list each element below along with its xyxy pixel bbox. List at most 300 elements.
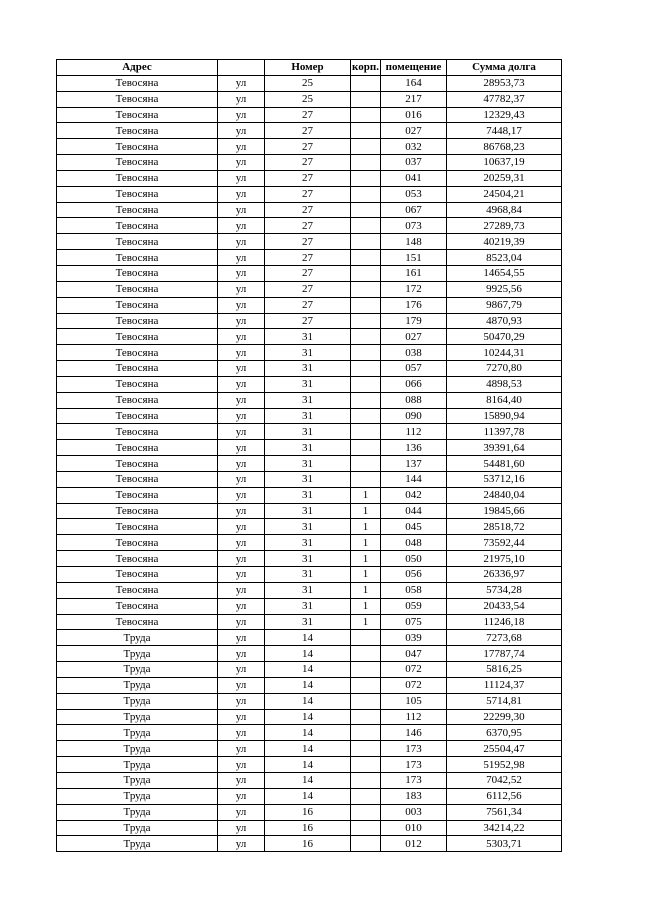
cell-street: Труда [57,693,218,709]
cell-room: 057 [381,361,447,377]
cell-street: Труда [57,820,218,836]
cell-room: 088 [381,392,447,408]
cell-debt-amount: 4898,53 [447,376,562,392]
cell-street-type: ул [218,440,265,456]
cell-building [351,361,381,377]
cell-debt-amount: 19845,66 [447,503,562,519]
table-row [57,297,562,313]
cell-building [351,155,381,171]
table-header-row [57,60,562,76]
cell-house-number: 31 [265,582,351,598]
table-row [57,329,562,345]
table-row [57,75,562,91]
cell-street: Тевосяна [57,329,218,345]
cell-street-type: ул [218,170,265,186]
cell-room: 164 [381,75,447,91]
cell-house-number: 14 [265,788,351,804]
cell-debt-amount: 22299,30 [447,709,562,725]
table-row [57,170,562,186]
cell-street-type: ул [218,75,265,91]
cell-room: 173 [381,772,447,788]
cell-street: Тевосяна [57,265,218,281]
cell-house-number: 14 [265,677,351,693]
table-row [57,456,562,472]
table-row [57,757,562,773]
cell-room: 137 [381,456,447,472]
cell-house-number: 14 [265,662,351,678]
table-row [57,630,562,646]
cell-room: 016 [381,107,447,123]
cell-street: Тевосяна [57,155,218,171]
cell-street-type: ул [218,662,265,678]
table-row [57,91,562,107]
cell-building [351,440,381,456]
cell-building [351,836,381,852]
cell-building [351,804,381,820]
cell-building: 1 [351,598,381,614]
cell-house-number: 31 [265,503,351,519]
cell-building [351,75,381,91]
cell-street-type: ул [218,234,265,250]
cell-debt-amount: 6370,95 [447,725,562,741]
cell-street: Труда [57,836,218,852]
cell-building: 1 [351,487,381,503]
cell-house-number: 27 [265,250,351,266]
cell-building [351,281,381,297]
table-row [57,424,562,440]
cell-debt-amount: 7448,17 [447,123,562,139]
table-row [57,535,562,551]
cell-street: Тевосяна [57,487,218,503]
cell-room: 090 [381,408,447,424]
cell-room: 072 [381,662,447,678]
cell-street: Тевосяна [57,123,218,139]
cell-house-number: 31 [265,440,351,456]
cell-debt-amount: 50470,29 [447,329,562,345]
cell-street-type: ул [218,424,265,440]
cell-room: 067 [381,202,447,218]
cell-debt-amount: 7042,52 [447,772,562,788]
cell-room: 047 [381,646,447,662]
cell-room: 041 [381,170,447,186]
table-row [57,614,562,630]
table-row [57,139,562,155]
cell-house-number: 31 [265,345,351,361]
header-address: Адрес [57,60,218,76]
cell-building: 1 [351,503,381,519]
cell-house-number: 31 [265,456,351,472]
cell-debt-amount: 51952,98 [447,757,562,773]
cell-street-type: ул [218,820,265,836]
cell-room: 042 [381,487,447,503]
cell-street: Тевосяна [57,503,218,519]
cell-house-number: 14 [265,725,351,741]
cell-street-type: ул [218,471,265,487]
cell-building [351,376,381,392]
cell-street-type: ул [218,598,265,614]
cell-street: Труда [57,677,218,693]
cell-house-number: 27 [265,313,351,329]
cell-house-number: 14 [265,757,351,773]
cell-debt-amount: 8523,04 [447,250,562,266]
cell-street: Тевосяна [57,535,218,551]
cell-building [351,297,381,313]
cell-building [351,107,381,123]
cell-debt-amount: 86768,23 [447,139,562,155]
cell-street: Труда [57,662,218,678]
cell-street-type: ул [218,487,265,503]
cell-street: Тевосяна [57,139,218,155]
cell-house-number: 27 [265,297,351,313]
cell-debt-amount: 15890,94 [447,408,562,424]
cell-street: Труда [57,646,218,662]
cell-building [351,139,381,155]
cell-debt-amount: 5714,81 [447,693,562,709]
cell-room: 044 [381,503,447,519]
cell-street-type: ул [218,218,265,234]
cell-building [351,408,381,424]
cell-street: Тевосяна [57,75,218,91]
cell-house-number: 31 [265,392,351,408]
table-body [57,75,562,851]
table-row [57,186,562,202]
cell-debt-amount: 28953,73 [447,75,562,91]
cell-building [351,234,381,250]
cell-building [351,741,381,757]
table-row [57,440,562,456]
cell-room: 039 [381,630,447,646]
cell-street: Тевосяна [57,440,218,456]
cell-debt-amount: 17787,74 [447,646,562,662]
cell-room: 179 [381,313,447,329]
cell-debt-amount: 25504,47 [447,741,562,757]
cell-room: 173 [381,741,447,757]
header-building: корп. [352,61,379,74]
table-row [57,408,562,424]
cell-debt-amount: 24504,21 [447,186,562,202]
cell-street-type: ул [218,725,265,741]
table-row [57,234,562,250]
cell-house-number: 14 [265,630,351,646]
cell-building: 1 [351,567,381,583]
cell-street-type: ул [218,376,265,392]
cell-street-type: ул [218,313,265,329]
cell-street-type: ул [218,123,265,139]
cell-building [351,392,381,408]
cell-house-number: 27 [265,265,351,281]
table-row [57,598,562,614]
cell-building [351,820,381,836]
cell-room: 112 [381,709,447,725]
cell-street: Тевосяна [57,218,218,234]
cell-building [351,424,381,440]
cell-room: 172 [381,281,447,297]
cell-house-number: 31 [265,567,351,583]
cell-building [351,202,381,218]
table-row [57,281,562,297]
cell-room: 037 [381,155,447,171]
header-debt-amount: Сумма долга [447,60,562,76]
cell-street-type: ул [218,139,265,155]
cell-building [351,170,381,186]
cell-debt-amount: 73592,44 [447,535,562,551]
cell-street: Тевосяна [57,202,218,218]
cell-house-number: 31 [265,361,351,377]
cell-building [351,662,381,678]
cell-street: Тевосяна [57,567,218,583]
cell-building [351,757,381,773]
cell-building: 1 [351,614,381,630]
cell-debt-amount: 20433,54 [447,598,562,614]
cell-building [351,471,381,487]
cell-room: 010 [381,820,447,836]
cell-street: Тевосяна [57,91,218,107]
cell-debt-amount: 21975,10 [447,551,562,567]
cell-street: Тевосяна [57,313,218,329]
cell-street: Тевосяна [57,424,218,440]
cell-street-type: ул [218,772,265,788]
cell-street-type: ул [218,202,265,218]
cell-house-number: 14 [265,709,351,725]
cell-street: Тевосяна [57,456,218,472]
cell-street: Труда [57,725,218,741]
cell-street: Тевосяна [57,471,218,487]
cell-street-type: ул [218,804,265,820]
cell-room: 183 [381,788,447,804]
cell-house-number: 27 [265,123,351,139]
cell-house-number: 31 [265,424,351,440]
cell-street-type: ул [218,345,265,361]
cell-building [351,265,381,281]
cell-street: Тевосяна [57,582,218,598]
cell-debt-amount: 14654,55 [447,265,562,281]
cell-room: 027 [381,329,447,345]
cell-street-type: ул [218,456,265,472]
cell-street: Труда [57,630,218,646]
cell-street: Тевосяна [57,107,218,123]
cell-debt-amount: 26336,97 [447,567,562,583]
cell-building [351,456,381,472]
cell-debt-amount: 10244,31 [447,345,562,361]
cell-debt-amount: 11397,78 [447,424,562,440]
cell-street: Труда [57,757,218,773]
cell-house-number: 27 [265,218,351,234]
cell-room: 066 [381,376,447,392]
cell-building [351,693,381,709]
cell-building [351,646,381,662]
cell-street: Тевосяна [57,376,218,392]
cell-street-type: ул [218,392,265,408]
cell-street-type: ул [218,757,265,773]
cell-street-type: ул [218,709,265,725]
cell-building [351,725,381,741]
cell-room: 176 [381,297,447,313]
table-row [57,155,562,171]
cell-building [351,788,381,804]
cell-building [351,677,381,693]
cell-room: 112 [381,424,447,440]
cell-debt-amount: 5816,25 [447,662,562,678]
cell-house-number: 14 [265,772,351,788]
cell-street-type: ул [218,693,265,709]
table-row [57,741,562,757]
cell-street: Тевосяна [57,297,218,313]
cell-debt-amount: 27289,73 [447,218,562,234]
cell-street: Труда [57,804,218,820]
cell-house-number: 31 [265,408,351,424]
cell-debt-amount: 12329,43 [447,107,562,123]
cell-debt-amount: 7273,68 [447,630,562,646]
cell-room: 217 [381,91,447,107]
cell-room: 050 [381,551,447,567]
table-row [57,693,562,709]
cell-debt-amount: 11124,37 [447,677,562,693]
cell-debt-amount: 10637,19 [447,155,562,171]
cell-debt-amount: 7561,34 [447,804,562,820]
cell-debt-amount: 39391,64 [447,440,562,456]
cell-house-number: 14 [265,646,351,662]
cell-building [351,772,381,788]
cell-house-number: 27 [265,170,351,186]
cell-house-number: 27 [265,186,351,202]
cell-street-type: ул [218,614,265,630]
cell-street: Тевосяна [57,250,218,266]
table-row [57,392,562,408]
cell-house-number: 31 [265,329,351,345]
table-row [57,202,562,218]
cell-building: 1 [351,551,381,567]
cell-house-number: 31 [265,598,351,614]
table-row [57,471,562,487]
table-row [57,820,562,836]
cell-street-type: ул [218,741,265,757]
cell-debt-amount: 9867,79 [447,297,562,313]
cell-room: 148 [381,234,447,250]
cell-street: Тевосяна [57,392,218,408]
cell-debt-amount: 28518,72 [447,519,562,535]
cell-street-type: ул [218,567,265,583]
cell-house-number: 16 [265,836,351,852]
cell-debt-amount: 6112,56 [447,788,562,804]
cell-house-number: 31 [265,487,351,503]
cell-house-number: 31 [265,614,351,630]
cell-house-number: 31 [265,551,351,567]
cell-street: Тевосяна [57,519,218,535]
cell-street: Тевосяна [57,598,218,614]
cell-street-type: ул [218,297,265,313]
cell-room: 058 [381,582,447,598]
cell-debt-amount: 54481,60 [447,456,562,472]
table-row [57,582,562,598]
table-row [57,804,562,820]
cell-room: 161 [381,265,447,281]
cell-street: Труда [57,772,218,788]
cell-street: Тевосяна [57,614,218,630]
table-row [57,725,562,741]
table-row [57,250,562,266]
cell-room: 038 [381,345,447,361]
cell-room: 075 [381,614,447,630]
cell-street-type: ул [218,186,265,202]
table-row [57,551,562,567]
cell-debt-amount: 9925,56 [447,281,562,297]
cell-room: 151 [381,250,447,266]
cell-house-number: 27 [265,155,351,171]
cell-building [351,345,381,361]
cell-room: 053 [381,186,447,202]
cell-room: 146 [381,725,447,741]
table-row [57,836,562,852]
cell-street-type: ул [218,630,265,646]
cell-room: 056 [381,567,447,583]
table-row [57,265,562,281]
cell-room: 073 [381,218,447,234]
cell-street: Тевосяна [57,234,218,250]
cell-debt-amount: 5303,71 [447,836,562,852]
cell-room: 059 [381,598,447,614]
cell-building: 1 [351,582,381,598]
cell-house-number: 25 [265,75,351,91]
cell-street-type: ул [218,503,265,519]
cell-street-type: ул [218,408,265,424]
cell-debt-amount: 20259,31 [447,170,562,186]
header-street-type [218,60,265,76]
cell-building: 1 [351,535,381,551]
table-row [57,788,562,804]
cell-room: 136 [381,440,447,456]
table-row [57,503,562,519]
table-row [57,677,562,693]
cell-house-number: 27 [265,107,351,123]
cell-street: Тевосяна [57,281,218,297]
cell-room: 144 [381,471,447,487]
cell-street: Тевосяна [57,345,218,361]
cell-street: Труда [57,741,218,757]
cell-room: 105 [381,693,447,709]
cell-street-type: ул [218,677,265,693]
cell-room: 048 [381,535,447,551]
cell-street: Труда [57,788,218,804]
table-row [57,646,562,662]
cell-debt-amount: 47782,37 [447,91,562,107]
cell-debt-amount: 24840,04 [447,487,562,503]
cell-street-type: ул [218,646,265,662]
cell-street-type: ул [218,535,265,551]
cell-house-number: 27 [265,281,351,297]
cell-street: Тевосяна [57,408,218,424]
table-row [57,361,562,377]
cell-house-number: 16 [265,820,351,836]
header-house-number: Номер [265,60,351,76]
table-row [57,519,562,535]
cell-street-type: ул [218,329,265,345]
cell-street-type: ул [218,551,265,567]
cell-street-type: ул [218,250,265,266]
cell-street: Тевосяна [57,361,218,377]
cell-building [351,329,381,345]
cell-room: 012 [381,836,447,852]
cell-room: 032 [381,139,447,155]
cell-street-type: ул [218,91,265,107]
cell-house-number: 16 [265,804,351,820]
cell-street-type: ул [218,281,265,297]
cell-building [351,709,381,725]
cell-building [351,630,381,646]
cell-debt-amount: 34214,22 [447,820,562,836]
table-row [57,376,562,392]
cell-house-number: 31 [265,376,351,392]
cell-building: 1 [351,519,381,535]
